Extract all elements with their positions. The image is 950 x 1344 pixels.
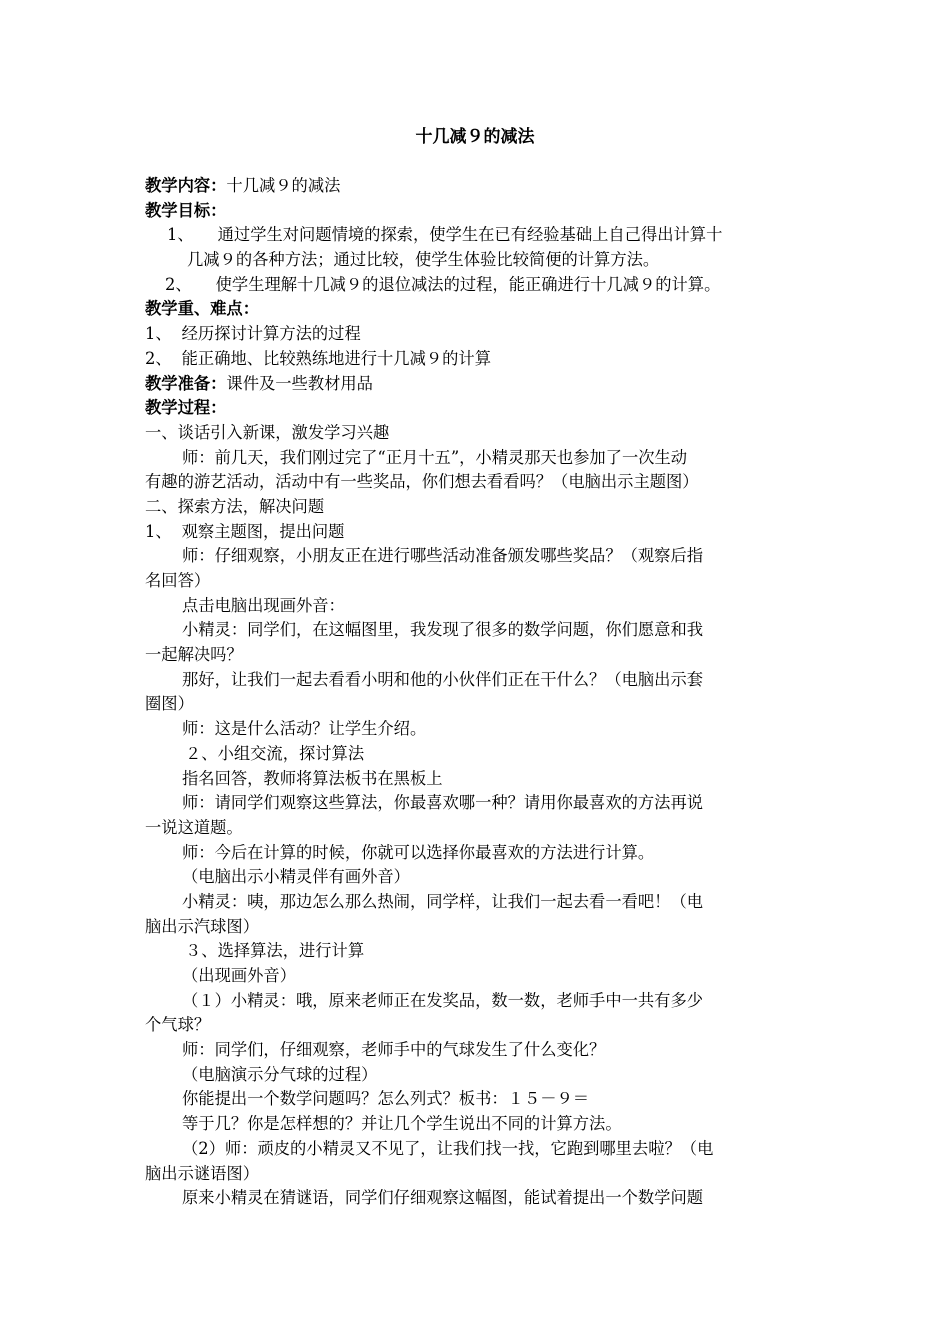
line-paragraph <box>145 791 815 816</box>
line-key-2 <box>145 347 815 372</box>
label: 教学准备： <box>145 373 227 393</box>
line-paragraph <box>145 1063 815 1088</box>
line-step-1 <box>145 520 815 545</box>
text: 课件及一些教材用品 <box>226 373 373 393</box>
text: （电脑出示小精灵伴有画外音） <box>182 867 410 887</box>
text: ２、小组交流，探讨算法 <box>185 743 365 763</box>
line-paragraph-cont <box>145 569 815 594</box>
text: ３、选择算法，进行计算 <box>185 941 365 961</box>
line-paragraph <box>145 865 815 890</box>
line-paragraph <box>145 668 815 693</box>
text: 二、探索方法，解决问题 <box>145 496 325 516</box>
line-paragraph <box>145 1038 815 1063</box>
line-paragraph-cont <box>145 643 815 668</box>
line-process <box>145 396 815 421</box>
text: 一说这道题。 <box>145 817 243 837</box>
line-key-points <box>145 297 815 322</box>
line-paragraph-cont <box>145 692 815 717</box>
text: 小精灵：咦，那边怎么那么热闹，同学样，让我们一起去看一看吧！（电 <box>182 891 704 911</box>
text: 指名回答，教师将算法板书在黑板上 <box>182 768 443 788</box>
text: 那好，让我们一起去看看小明和他的小伙伴们正在干什么？（电脑出示套 <box>182 669 704 689</box>
list-number: 2、 <box>165 274 192 294</box>
line-preparation <box>145 372 815 397</box>
text: 通过学生对问题情境的探索，使学生在已有经验基础上自己得出计算十 <box>217 225 723 245</box>
text: 等于几？你是怎样想的？并让几个学生说出不同的计算方法。 <box>182 1114 622 1134</box>
line-paragraph <box>145 890 815 915</box>
line-paragraph <box>145 1137 815 1162</box>
line-key-1 <box>145 322 815 347</box>
text: 名回答） <box>145 571 211 590</box>
text: 能正确地、比较熟练地进行十几减９的计算 <box>181 348 491 368</box>
line-section-2 <box>145 495 815 520</box>
line-teaching-goals <box>145 199 815 224</box>
text: 十几减９的减法 <box>226 176 341 195</box>
line-paragraph <box>145 767 815 792</box>
text: 脑出示谜语图） <box>145 1163 259 1183</box>
text: 小精灵：同学们，在这幅图里，我发现了很多的数学问题，你们愿意和我 <box>182 620 704 640</box>
text: （１）小精灵：哦，原来老师正在发奖品，数一数，老师手中一共有多少 <box>182 990 704 1010</box>
text: 师：仔细观察，小朋友正在进行哪些活动准备颁发哪些奖品？（观察后指 <box>182 546 704 566</box>
line-paragraph-cont <box>145 1013 815 1038</box>
text: 原来小精灵在猜谜语，同学们仔细观察这幅图，能试着提出一个数学问题 <box>182 1188 704 1208</box>
document-title: 十几减９的减法 <box>415 127 535 147</box>
text: 观察主题图，提出问题 <box>181 521 345 541</box>
text: 师：今后在计算的时候，你就可以选择你最喜欢的方法进行计算。 <box>182 842 655 862</box>
label: 教学目标： <box>145 200 227 220</box>
line-section-1 <box>145 421 815 446</box>
line-paragraph <box>145 964 815 989</box>
line-paragraph <box>145 446 815 471</box>
line-paragraph-cont <box>145 470 815 495</box>
line-teaching-content <box>145 174 815 199</box>
text: 点击电脑出现画外音： <box>182 595 345 615</box>
label: 教学内容： <box>145 176 227 195</box>
line-paragraph-cont <box>145 1162 815 1187</box>
line-paragraph <box>145 717 815 742</box>
text: 脑出示汽球图） <box>145 916 259 936</box>
text: 经历探讨计算方法的过程 <box>181 324 361 344</box>
document-body <box>145 174 815 1211</box>
text: 一、谈话引入新课，激发学习兴趣 <box>145 422 390 442</box>
text: 圈图） <box>145 694 194 714</box>
text: （出现画外音） <box>182 966 296 985</box>
label: 教学过程： <box>145 398 227 418</box>
text: （2）师：顽皮的小精灵又不见了，让我们找一找，它跑到哪里去啦？（电 <box>182 1138 714 1158</box>
line-goal-1-cont <box>145 248 815 273</box>
text: （电脑演示分气球的过程） <box>182 1064 378 1084</box>
text: 你能提出一个数学问题吗？怎么列式？板书：１５－９＝ <box>182 1089 590 1109</box>
text: 师：请同学们观察这些算法，你最喜欢哪一种？请用你最喜欢的方法再说 <box>182 793 704 813</box>
label: 教学重、难点： <box>145 299 259 319</box>
line-goal-2 <box>145 273 815 298</box>
list-number: 1、 <box>145 324 172 344</box>
list-number: 1、 <box>145 521 172 541</box>
line-step-3 <box>145 939 815 964</box>
text: 一起解决吗？ <box>145 645 243 665</box>
text: 使学生理解十几减９的退位减法的过程，能正确进行十几减９的计算。 <box>215 274 721 294</box>
line-paragraph <box>145 1112 815 1137</box>
text: 几减９的各种方法；通过比较，使学生体验比较简便的计算方法。 <box>187 250 660 270</box>
line-step-2 <box>145 742 815 767</box>
line-paragraph <box>145 989 815 1014</box>
line-paragraph <box>145 1186 815 1211</box>
line-paragraph-cont <box>145 816 815 841</box>
list-number: 2、 <box>145 348 172 368</box>
text: 师：前几天，我们刚过完了“正月十五”，小精灵那天也参加了一次生动 <box>182 447 688 467</box>
text: 有趣的游艺活动，活动中有一些奖品，你们想去看看吗？（电脑出示主题图） <box>145 472 699 492</box>
line-paragraph <box>145 544 815 569</box>
line-paragraph <box>145 594 815 619</box>
text: 师：同学们，仔细观察，老师手中的气球发生了什么变化？ <box>182 1040 606 1060</box>
line-paragraph <box>145 1087 815 1112</box>
line-goal-1 <box>145 223 815 248</box>
line-paragraph <box>145 841 815 866</box>
text: 个气球？ <box>145 1015 211 1035</box>
list-number: 1、 <box>167 225 194 245</box>
text: 师：这是什么活动？让学生介绍。 <box>182 719 427 739</box>
line-paragraph <box>145 618 815 643</box>
line-paragraph-cont <box>145 915 815 940</box>
